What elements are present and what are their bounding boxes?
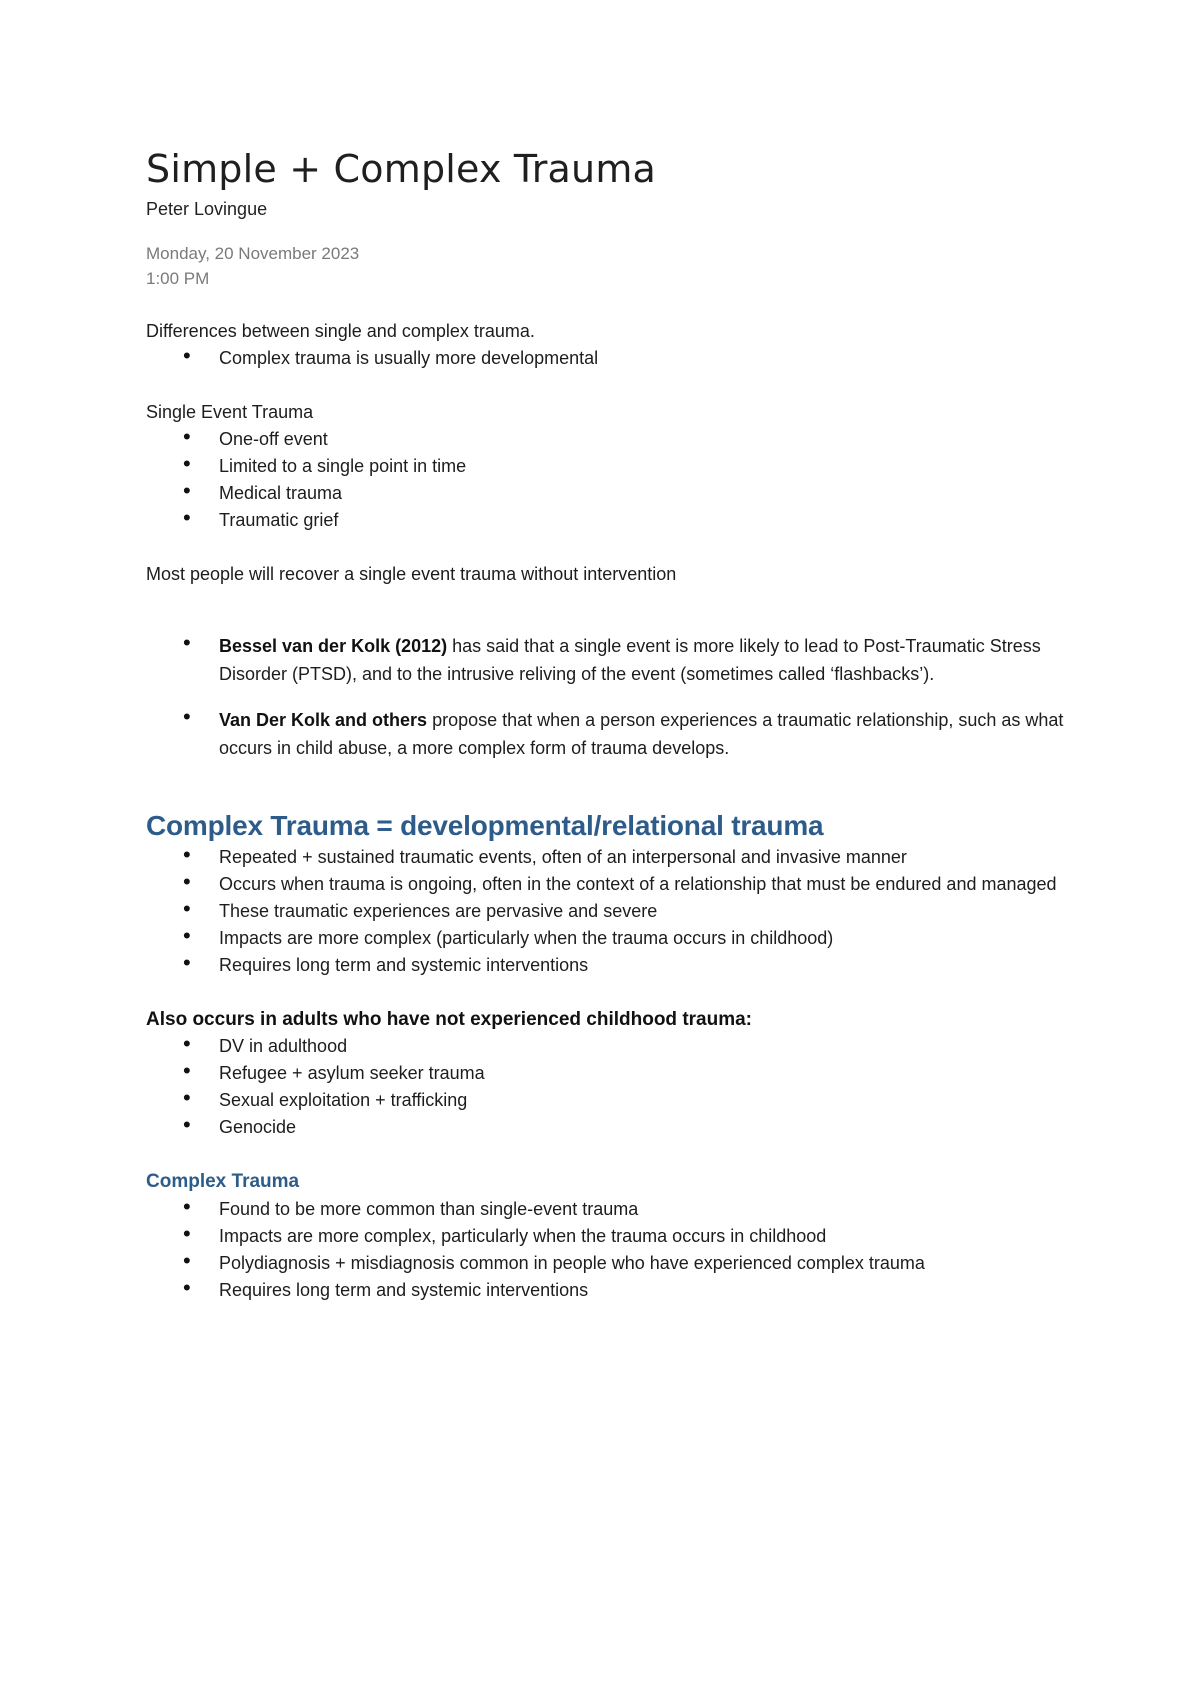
adults-heading: Also occurs in adults who have not experienced childhood trauma: [146, 1009, 752, 1030]
list-item: • Impacts are more complex, particularly when the trauma occurs in childhood [219, 1223, 1080, 1250]
list-item: • Found to be more common than single-event trauma [219, 1196, 1080, 1223]
differences-heading: Differences between single and complex trauma. [146, 321, 535, 341]
note-date: Monday, 20 November 2023 [146, 244, 360, 263]
list-item: • Traumatic grief [219, 507, 1080, 534]
quote-item [219, 706, 1080, 762]
list-item: • Sexual exploitation + trafficking [219, 1087, 1080, 1114]
quote-item [219, 632, 1080, 688]
list-item: • These traumatic experiences are pervasive and severe [219, 898, 1080, 925]
differences-list [146, 345, 1080, 372]
single-event-list [146, 426, 1080, 534]
list-item: • Refugee + asylum seeker trauma [219, 1060, 1080, 1087]
quote-text: propose that when a person experiences a traumatic relationship, such as what occurs in child abuse, a more complex form of trauma develops. [219, 710, 1064, 758]
page-title: Simple + Complex Trauma [146, 147, 657, 191]
complex-trauma-subheading: Complex Trauma [146, 1171, 300, 1192]
list-item: • Requires long term and systemic interventions [219, 1277, 1080, 1304]
note-meta [146, 241, 1080, 291]
list-item: • Impacts are more complex (particularly when the trauma occurs in childhood) [219, 925, 1080, 952]
list-item: • Genocide [219, 1114, 1080, 1141]
quotes-list [146, 632, 1080, 762]
list-item: • Limited to a single point in time [219, 453, 1080, 480]
quote-author: Bessel van der Kolk (2012) [219, 636, 448, 656]
list-item: • Medical trauma [219, 480, 1080, 507]
adults-list [146, 1033, 1080, 1141]
list-item: • One-off event [219, 426, 1080, 453]
list-item: • Polydiagnosis + misdiagnosis common in people who have experienced complex trauma [219, 1250, 1080, 1277]
quote-text: has said that a single event is more likely to lead to Post-Traumatic Stress Disorder (PTSD), and to the intrusive reliving of the event (sometimes called ‘flashbacks’). [219, 636, 1041, 684]
complex-trauma-list [146, 844, 1080, 979]
list-item: • DV in adulthood [219, 1033, 1080, 1060]
complex-sub-list [146, 1196, 1080, 1304]
note-time: 1:00 PM [146, 269, 210, 288]
list-item: • Complex trauma is usually more developmental [219, 345, 1080, 372]
list-item: • Requires long term and systemic interventions [219, 952, 1080, 979]
author-name: Peter Lovingue [146, 199, 268, 219]
complex-trauma-heading: Complex Trauma = developmental/relational trauma [146, 810, 824, 841]
list-item: • Occurs when trauma is ongoing, often in the context of a relationship that must be endured and managed [219, 871, 1080, 898]
list-item: • Repeated + sustained traumatic events, often of an interpersonal and invasive manner [219, 844, 1080, 871]
single-event-heading: Single Event Trauma [146, 402, 314, 422]
recovery-note: Most people will recover a single event trauma without intervention [146, 564, 677, 584]
quote-author: Van Der Kolk and others [219, 710, 428, 730]
